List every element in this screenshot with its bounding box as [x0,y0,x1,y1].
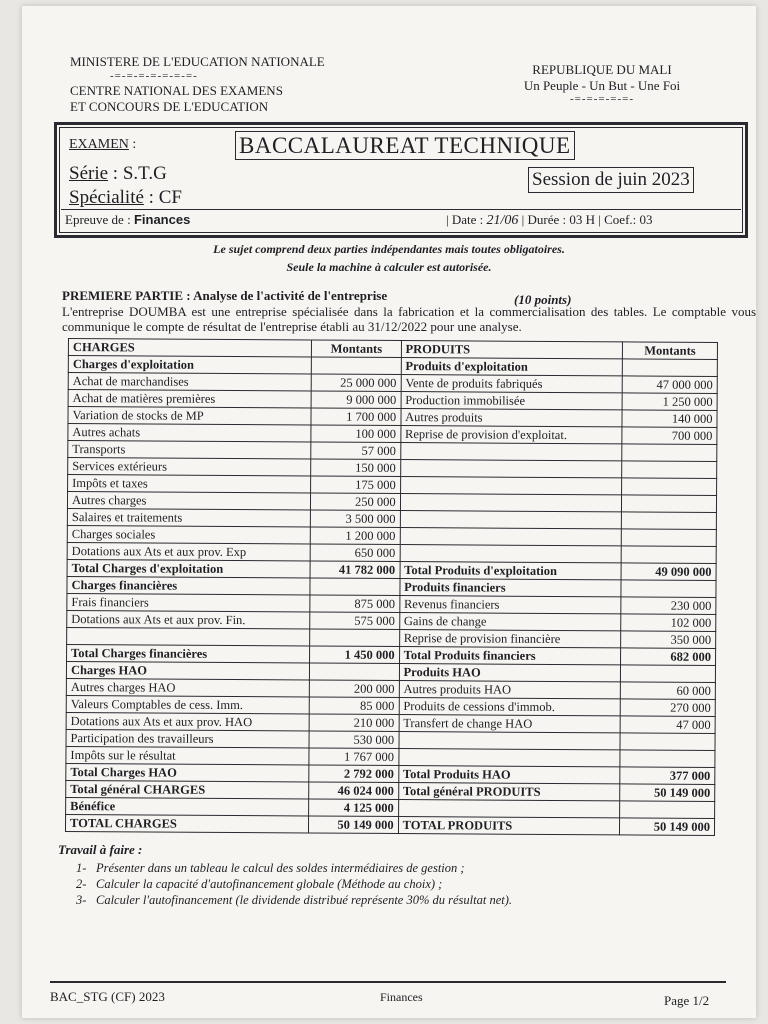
charge-label [67,627,310,645]
charge-amount: 3 500 000 [311,510,400,528]
charge-amount: 46 024 000 [309,782,398,800]
product-label: Total Produits HAO [398,766,620,784]
centre-name-line2: ET CONCOURS DE L'EDUCATION [70,99,269,114]
republic-header [517,62,687,104]
charge-amount: 85 000 [310,697,399,715]
travail-section [58,842,512,908]
product-label: Produits d'exploitation [401,358,623,376]
product-label: Vente de produits fabriqués [401,375,623,393]
charge-label: Charges d'exploitation [68,356,311,374]
product-amount: 140 000 [622,410,717,428]
exam-title: BACCALAUREAT TECHNIQUE [235,131,575,160]
product-label: Reprise de provision financière [399,630,621,648]
charge-amount: 1 450 000 [310,646,399,664]
charge-label: Dotations aux Ats et aux prov. Fin. [67,610,310,628]
product-label [399,732,621,750]
charge-amount: 57 000 [311,442,400,460]
product-amount: 47 000 000 [622,376,717,394]
product-amount [622,478,717,496]
charge-label: Total Charges d'exploitation [67,559,310,577]
table-header-cell: Montants [622,342,717,360]
product-amount: 230 000 [621,597,716,615]
charge-amount: 2 792 000 [309,765,398,783]
instruction-line2: Seule la machine à calculer est autorisée. [286,260,492,274]
charge-label: Variation de stocks de MP [68,407,311,425]
product-amount [620,750,715,768]
product-label: Revenus financiers [399,596,621,614]
product-amount: 270 000 [620,699,715,717]
epreuve-row [61,209,741,230]
charge-label: Autres charges [67,492,310,510]
serie-field: Série : S.T.G [69,163,167,184]
income-statement-table [65,338,718,836]
product-amount [621,529,716,547]
charge-amount: 875 000 [310,595,399,613]
task-item: 2- Calculer la capacité d'autofinancement globale (Méthode au choix) ; [76,877,443,891]
product-amount: 50 149 000 [620,784,715,802]
part-subject: Analyse de l'activité de l'entreprise [193,288,388,303]
charge-amount: 50 149 000 [309,816,398,834]
product-label: Produits HAO [399,664,621,682]
charge-amount: 150 000 [311,459,400,477]
epreuve-field: Epreuve de : Finances [65,212,191,227]
charge-amount: 575 000 [310,612,399,630]
charge-label: Total général CHARGES [66,780,309,798]
charge-label: Frais financiers [67,593,310,611]
product-label: Produits financiers [400,579,622,597]
product-amount [622,444,717,462]
table-header-cell: CHARGES [68,339,311,357]
charge-label: Participation des travailleurs [66,729,309,747]
footer-rule [50,981,726,983]
charge-amount [310,663,399,681]
charge-amount [312,357,401,375]
charge-amount: 250 000 [311,493,400,511]
charge-amount: 100 000 [311,425,400,443]
examen-label: EXAMEN : [69,137,137,152]
product-amount: 377 000 [620,767,715,785]
table-header-cell: PRODUITS [401,341,623,359]
republic-name: REPUBLIQUE DU MALI [532,62,672,77]
product-label: Autres produits HAO [399,681,621,699]
task-item: 1- Présenter dans un tableau le calcul des soldes intermédiaires de gestion ; [76,861,465,875]
centre-name-line1: CENTRE NATIONAL DES EXAMENS [70,83,283,98]
charge-label: Autres achats [68,424,311,442]
ministry-header [70,54,325,115]
product-label: Production immobilisée [401,392,623,410]
footer-exam-code: BAC_STG (CF) 2023 [50,989,165,1004]
charge-amount [310,629,399,647]
product-label [400,528,622,546]
product-amount [622,495,717,513]
charge-label: Transports [68,441,311,459]
charge-amount: 530 000 [309,731,398,749]
product-label: Reprise de provision d'exploitat. [400,426,622,444]
product-label: Autres produits [401,409,623,427]
charge-amount: 650 000 [310,544,399,562]
product-amount [620,733,715,751]
charge-amount: 1 700 000 [311,408,400,426]
product-amount: 350 000 [621,631,716,649]
product-label: TOTAL PRODUITS [398,817,620,835]
table-row [65,814,714,835]
product-label [399,749,621,767]
charge-label: Charges sociales [67,525,310,543]
product-label [400,477,622,495]
charge-label: Charges financières [67,576,310,594]
charge-label: Charges HAO [66,661,309,679]
product-label [400,511,622,529]
charge-label: TOTAL CHARGES [65,814,308,832]
product-label [400,460,622,478]
exam-meta: | Date : 21/06 | Durée : 03 H | Coef.: 03 [446,212,653,228]
motto-separator: -=-=-=-=-=- [570,93,634,105]
exam-duration: | Durée : 03 H [521,212,596,227]
product-amount [620,665,715,683]
exam-info-box [54,122,748,238]
task-list [58,860,512,908]
charge-label: Dotations aux Ats et aux prov. HAO [66,712,309,730]
part-points: (10 points) [514,292,572,307]
charge-label: Total Charges HAO [66,763,309,781]
product-label: Total Produits financiers [399,647,621,665]
exam-date: 21/06 [486,213,519,228]
ministry-name: MINISTERE DE L'EDUCATION NATIONALE [70,54,325,69]
footer-subject: Finances [380,990,423,1004]
charge-label: Valeurs Comptables de cess. Imm. [66,695,309,713]
travail-title: Travail à faire : [58,842,143,857]
product-label: Total Produits d'exploitation [400,562,622,580]
part-heading: PREMIERE PARTIE : Analyse de l'activité de l'entreprise (10 points) [62,288,572,307]
charge-label: Salaires et traitements [67,508,310,526]
charge-label: Impôts sur le résultat [66,746,309,764]
product-label [400,545,622,563]
product-amount: 700 000 [622,427,717,445]
charge-label: Dotations aux Ats et aux prov. Exp [67,542,310,560]
product-amount: 47 000 [620,716,715,734]
instruction-line1: Le sujet comprend deux parties indépendantes mais toutes obligatoires. [213,242,565,256]
product-amount [621,546,716,564]
product-label: Total général PRODUITS [398,783,620,801]
charge-amount: 1 200 000 [311,527,400,545]
charge-label: Achat de marchandises [68,373,311,391]
exam-coefficient: | Coef.: 03 [598,212,653,227]
product-amount: 102 000 [621,614,716,632]
task-item: 3- Calculer l'autofinancement (le dividende distribué représente 30% du résultat net). [76,893,513,907]
charge-amount: 41 782 000 [310,561,399,579]
product-amount [622,461,717,479]
footer-page-number: Page 1/2 [664,993,710,1008]
product-amount [621,580,716,598]
charge-label: Impôts et taxes [68,475,311,493]
republic-motto: Un Peuple - Un But - Une Foi [523,78,681,93]
product-amount: 1 250 000 [622,393,717,411]
session-label: Session de juin 2023 [528,167,694,193]
product-label [400,443,622,461]
specialite-field: Spécialité : CF [69,187,182,208]
charge-amount: 200 000 [310,680,399,698]
table-header-cell: Montants [312,340,401,358]
charge-amount: 210 000 [309,714,398,732]
header-separator: -=-=-=-=-=-=-=- [110,70,198,82]
charge-label: Total Charges financières [67,644,310,662]
product-label: Transfert de change HAO [399,715,621,733]
product-amount [620,801,715,819]
charge-label: Services extérieurs [68,458,311,476]
product-amount: 60 000 [620,682,715,700]
product-amount [621,512,716,530]
product-amount: 682 000 [621,648,716,666]
product-label: Produits de cessions d'immob. [399,698,621,716]
product-amount: 50 149 000 [620,818,715,836]
part-intro: L'entreprise DOUMBA est une entreprise spécialisée dans la fabrication et la commercialisation des tables. Le comptable vous communique le compte de résultat de l'entreprise établi au 31/12/2022 pour une analyse. [62,304,756,334]
charge-amount [310,578,399,596]
product-label: Gains de change [399,613,621,631]
exam-page [22,6,756,1018]
charge-amount: 1 767 000 [309,748,398,766]
product-amount: 49 090 000 [621,563,716,581]
charge-label: Autres charges HAO [66,678,309,696]
product-label [398,800,620,818]
charge-label: Bénéfice [66,797,309,815]
charge-amount: 9 000 000 [311,391,400,409]
charge-label: Achat de matières premières [68,390,311,408]
charge-amount: 25 000 000 [311,374,400,392]
product-label [400,494,622,512]
charge-amount: 4 125 000 [309,799,398,817]
product-amount [622,359,717,377]
charge-amount: 175 000 [311,476,400,494]
